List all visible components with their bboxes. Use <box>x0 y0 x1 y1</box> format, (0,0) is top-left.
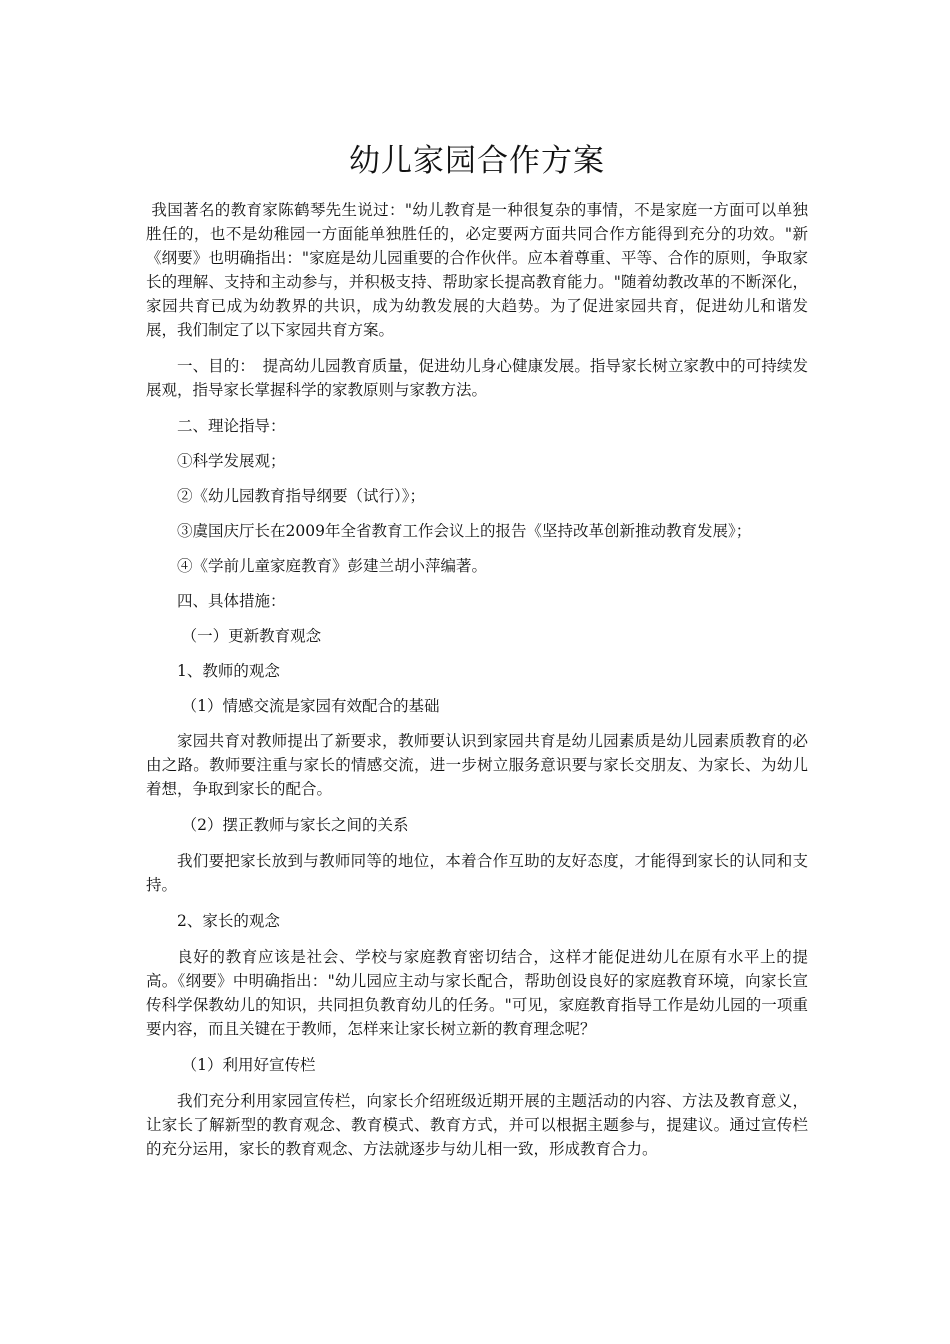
theory-item-4: ④《学前儿童家庭教育》彭建兰胡小萍编著。 <box>177 557 488 575</box>
document-title: 幼儿家园合作方案 <box>349 143 605 179</box>
section-purpose: 一、目的： 提高幼儿园教育质量，促进幼儿身心健康发展。指导家长树立家教中的可持续发展观，指导家长掌握科学的家教原则与家教方法。 <box>146 357 808 399</box>
section-theory-heading: 二、理论指导： <box>177 417 286 435</box>
paragraph-teacher-parent-relation: 我们要把家长放到与教师同等的地位，本着合作互助的友好态度，才能得到家长的认同和支持。 <box>146 852 808 894</box>
document-page <box>146 138 808 1173</box>
paragraph-bulletin-board: 我们充分利用家园宣传栏，向家长介绍班级近期开展的主题活动的内容、方法及教育意义，让家长了解新型的教育观念、教育模式、教育方式，并可以根据主题参与，提建议。通过宣传栏的充分运用，家长的教育观念、方法就逐步与幼儿相一致，形成教育合力。 <box>146 1092 808 1158</box>
theory-item-1: ①科学发展观； <box>177 452 286 470</box>
heading-teacher-concept: 1、教师的观念 <box>177 662 280 680</box>
heading-emotional-exchange: （1）情感交流是家园有效配合的基础 <box>181 697 440 715</box>
theory-item-3: ③虞国庆厅长在2009年全省教育工作会议上的报告《坚持改革创新推动教育发展》； <box>177 522 752 540</box>
heading-bulletin-board: （1）利用好宣传栏 <box>181 1056 316 1074</box>
section-measures-heading: 四、具体措施： <box>177 592 286 610</box>
heading-teacher-parent-relation: （2）摆正教师与家长之间的关系 <box>181 816 409 834</box>
heading-parent-concept: 2、家长的观念 <box>177 912 280 930</box>
paragraph-parent-concept: 良好的教育应该是社会、学校与家庭教育密切结合，这样才能促进幼儿在原有水平上的提高。《纲要》中明确指出："幼儿园应主动与家长配合，帮助创设良好的家庭教育环境，向家长宣传科学保教幼儿的知识，共同担负教育幼儿的任务。"可见，家庭教育指导工作是幼儿园的一项重要内容，而且关键在于教师，怎样来让家长树立新的教育理念呢？ <box>146 948 808 1038</box>
paragraph-emotional-exchange: 家园共育对教师提出了新要求，教师要认识到家园共育是幼儿园素质是幼儿园素质教育的必由之路。教师要注重与家长的情感交流，进一步树立服务意识要与家长交朋友、为家长、为幼儿着想，争取到家长的配合。 <box>146 732 808 798</box>
subsection-update-concepts: （一）更新教育观念 <box>181 627 322 645</box>
theory-item-2: ②《幼儿园教育指导纲要（试行）》； <box>177 487 426 505</box>
intro-paragraph: 我国著名的教育家陈鹤琴先生说过："幼儿教育是一种很复杂的事情，不是家庭一方面可以单独胜任的，也不是幼稚园一方面能单独胜任的，必定要两方面共同合作方能得到充分的功效。"新《纲要》也明确指出："家庭是幼儿园重要的合作伙伴。应本着尊重、平等、合作的原则，争取家长的理解、支持和主动参与，并积极支持、帮助家长提高教育能力。"随着幼教改革的不断深化，家园共育已成为幼教界的共识，成为幼教发展的大趋势。为了促进家园共育，促进幼儿和谐发展，我们制定了以下家园共育方案。 <box>146 201 808 339</box>
